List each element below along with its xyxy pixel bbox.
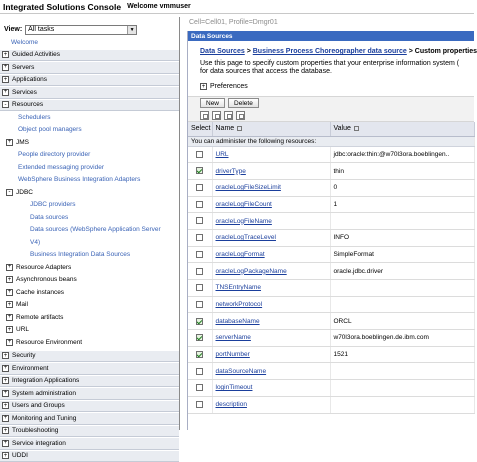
nav-link-welcome[interactable]: [0, 36, 179, 49]
nav-group-url[interactable]: [0, 324, 179, 337]
select-cell: [188, 163, 212, 180]
nav-category-label: Environment: [12, 365, 49, 372]
expand-icon[interactable]: +: [2, 76, 9, 83]
table-row: [188, 246, 475, 263]
row-checkbox[interactable]: [196, 184, 203, 191]
col-header-name-label: Name: [216, 125, 235, 132]
nav-group-cache-instances[interactable]: [0, 286, 179, 299]
expand-icon[interactable]: +: [6, 326, 13, 333]
select-cell: [188, 313, 212, 330]
table-row: [188, 380, 475, 397]
property-name-link[interactable]: databaseName: [216, 318, 260, 325]
expand-icon[interactable]: +: [6, 289, 13, 296]
table-row: [188, 363, 475, 380]
row-checkbox[interactable]: [196, 368, 203, 375]
value-cell: [330, 213, 475, 230]
expand-icon[interactable]: +: [2, 89, 9, 96]
property-name-link[interactable]: driverType: [216, 168, 246, 175]
show-filter-icon[interactable]: [224, 111, 233, 120]
nav-category-label: System administration: [12, 390, 76, 397]
content-panel: [187, 31, 474, 430]
col-header-name[interactable]: [212, 122, 330, 136]
nav-group-mail[interactable]: [0, 299, 179, 312]
property-name-link[interactable]: oracleLogPackageName: [216, 268, 287, 275]
table-message: You can administer the following resources:: [188, 136, 475, 146]
select-cell: [188, 196, 212, 213]
nav-items: [0, 36, 179, 349]
table-row: [188, 263, 475, 280]
expand-icon[interactable]: +: [2, 452, 9, 459]
nav-link-data-sources-websphere-application-server[interactable]: [0, 224, 179, 237]
nav-category-label: Guided Activities: [12, 51, 60, 58]
property-name-link[interactable]: loginTimeout: [216, 384, 253, 391]
breadcrumb: [200, 48, 474, 55]
table-toolbar: [188, 109, 474, 122]
view-select[interactable]: [25, 25, 137, 35]
table-row: [188, 396, 475, 413]
welcome-text: Welcome vmmuser: [127, 3, 191, 10]
table-row: [188, 330, 475, 347]
property-name-link[interactable]: description: [216, 401, 247, 408]
breadcrumb-separator: >: [245, 48, 253, 55]
nav-link-label[interactable]: Business Integration Data Sources: [30, 251, 130, 258]
expand-icon[interactable]: +: [2, 390, 9, 397]
value-cell: jdbc:oracle:thin:@w70l3ora.boeblingen..: [330, 146, 475, 163]
nav-bottom-categories: [0, 350, 179, 462]
select-cell: [188, 280, 212, 297]
nav-group-asynchronous-beans[interactable]: [0, 274, 179, 287]
nav-category-label: Service integration: [12, 440, 66, 447]
new-button[interactable]: New: [200, 98, 225, 108]
nav-link-label[interactable]: JDBC providers: [30, 201, 76, 208]
nav-category-applications[interactable]: [0, 74, 179, 87]
nav-category-label: Resources: [12, 101, 43, 108]
select-cell: [188, 330, 212, 347]
preferences-toggle[interactable]: [200, 83, 474, 90]
select-cell: [188, 213, 212, 230]
row-checkbox[interactable]: [196, 301, 203, 308]
nav-category-security[interactable]: [0, 350, 179, 363]
row-checkbox[interactable]: [196, 268, 203, 275]
view-label: View:: [4, 26, 22, 33]
select-cell: [188, 229, 212, 246]
name-cell: [212, 196, 330, 213]
property-name-link[interactable]: serverName: [216, 334, 251, 341]
nav-category-resources[interactable]: [0, 99, 179, 112]
collapse-icon[interactable]: -: [2, 101, 9, 108]
value-cell: 0: [330, 179, 475, 196]
nav-link-business-integration-data-sources[interactable]: [0, 249, 179, 262]
clear-filter-icon[interactable]: [236, 111, 245, 120]
nav-link-label[interactable]: V4): [30, 239, 40, 246]
table-row: [188, 229, 475, 246]
col-header-select: Select: [188, 122, 212, 136]
value-cell: 1: [330, 196, 475, 213]
row-checkbox[interactable]: [196, 201, 203, 208]
nav-category-servers[interactable]: [0, 61, 179, 74]
nav-group-label: Mail: [16, 301, 28, 308]
sort-icon[interactable]: [237, 126, 242, 131]
description-line: Use this page to specify custom properties that your enterprise information system (: [200, 60, 474, 68]
value-cell: INFO: [330, 229, 475, 246]
select-cell: [188, 396, 212, 413]
nav-category-system-administration[interactable]: [0, 387, 179, 400]
nav-category-label: Security: [12, 352, 35, 359]
name-cell: [212, 179, 330, 196]
name-cell: [212, 396, 330, 413]
property-name-link[interactable]: URL: [216, 151, 229, 158]
nav-category-label: Applications: [12, 76, 47, 83]
select-cell: [188, 296, 212, 313]
table-row: [188, 179, 475, 196]
property-name-link[interactable]: dataSourceName: [216, 368, 267, 375]
name-cell: [212, 280, 330, 297]
table-row: [188, 213, 475, 230]
name-cell: [212, 380, 330, 397]
deselect-all-icon[interactable]: [212, 111, 221, 120]
cell-profile-label: Cell=Cell01, Profile=Dmgr01: [189, 19, 278, 26]
nav-category-label: UDDI: [12, 452, 28, 459]
nav-group-label: JDBC: [16, 189, 33, 196]
property-name-link[interactable]: TNSEntryName: [216, 284, 262, 291]
nav-group-label: JMS: [16, 139, 29, 146]
property-name-link[interactable]: oracleLogFormat: [216, 251, 265, 258]
expand-icon[interactable]: +: [6, 264, 13, 271]
nav-link-label[interactable]: Data sources: [30, 214, 68, 221]
nav-group-label: Resource Environment: [16, 339, 82, 346]
name-cell: [212, 246, 330, 263]
row-checkbox[interactable]: [196, 217, 203, 224]
expand-icon[interactable]: +: [2, 402, 9, 409]
header-bar: [0, 0, 474, 14]
nav-category-users-and-groups[interactable]: [0, 400, 179, 413]
nav-link-websphere-business-integration-adapters[interactable]: [0, 174, 179, 187]
property-name-link[interactable]: oracleLogFileSizeLimit: [216, 184, 281, 191]
expand-icon[interactable]: +: [6, 301, 13, 308]
sort-icon[interactable]: [354, 126, 359, 131]
property-name-link[interactable]: portNumber: [216, 351, 250, 358]
nav-link-label[interactable]: Object pool managers: [18, 126, 82, 133]
name-cell: [212, 296, 330, 313]
table-row: [188, 346, 475, 363]
expand-icon[interactable]: +: [2, 427, 9, 434]
nav-group-label: Asynchronous beans: [16, 276, 77, 283]
property-name-link[interactable]: networkProtocol: [216, 301, 263, 308]
breadcrumb-separator: >: [407, 48, 415, 55]
col-header-value-label: Value: [334, 125, 351, 132]
nav-category-label: Integration Applications: [12, 377, 79, 384]
nav-group-resource-adapters[interactable]: [0, 261, 179, 274]
row-checkbox[interactable]: [196, 167, 203, 174]
table-row: [188, 196, 475, 213]
name-cell: [212, 363, 330, 380]
page-description: [200, 60, 474, 76]
select-cell: [188, 380, 212, 397]
nav-group-resource-environment[interactable]: [0, 336, 179, 349]
nav-group-jms[interactable]: [0, 136, 179, 149]
select-all-icon[interactable]: [200, 111, 209, 120]
expand-icon[interactable]: +: [6, 339, 13, 346]
select-cell: [188, 246, 212, 263]
name-cell: [212, 330, 330, 347]
preferences-label: Preferences: [210, 83, 248, 90]
view-filter: [0, 23, 179, 36]
nav-link-label[interactable]: Data sources (WebSphere Application Server: [30, 226, 161, 233]
nav-link-label[interactable]: Schedulers: [18, 114, 51, 121]
nav-category-service-integration[interactable]: [0, 437, 179, 450]
value-cell: SimpleFormat: [330, 246, 475, 263]
nav-category-label: Servers: [12, 64, 34, 71]
navigation-tree: [0, 17, 180, 430]
row-checkbox[interactable]: [196, 334, 203, 341]
value-cell: ORCL: [330, 313, 475, 330]
nav-category-integration-applications[interactable]: [0, 375, 179, 388]
table-row: [188, 280, 475, 297]
nav-link-extended-messaging-provider[interactable]: [0, 161, 179, 174]
nav-link-label[interactable]: Welcome: [11, 39, 38, 46]
row-checkbox[interactable]: [196, 351, 203, 358]
row-checkbox[interactable]: [196, 234, 203, 241]
nav-group-label: Cache instances: [16, 289, 64, 296]
nav-link-label[interactable]: Extended messaging provider: [18, 164, 104, 171]
nav-category-environment[interactable]: [0, 362, 179, 375]
expand-icon[interactable]: +: [6, 139, 13, 146]
nav-category-label: Users and Groups: [12, 402, 65, 409]
row-checkbox[interactable]: [196, 251, 203, 258]
value-cell: [330, 296, 475, 313]
nav-link-v4-[interactable]: [0, 236, 179, 249]
table-row: [188, 313, 475, 330]
expand-icon[interactable]: +: [200, 83, 207, 90]
breadcrumb-bpc-data-source[interactable]: Business Process Choreographer data source: [253, 48, 407, 55]
nav-link-object-pool-managers[interactable]: [0, 124, 179, 137]
name-cell: [212, 263, 330, 280]
expand-icon[interactable]: +: [2, 377, 9, 384]
name-cell: [212, 229, 330, 246]
expand-icon[interactable]: +: [2, 51, 9, 58]
col-header-value[interactable]: [330, 122, 475, 136]
property-name-link[interactable]: oracleLogFileName: [216, 218, 272, 225]
property-name-link[interactable]: oracleLogFileCount: [216, 201, 272, 208]
nav-link-label[interactable]: WebSphere Business Integration Adapters: [18, 176, 140, 183]
custom-properties-table: [188, 122, 475, 414]
expand-icon[interactable]: +: [6, 314, 13, 321]
nav-group-jdbc[interactable]: [0, 186, 179, 199]
row-checkbox[interactable]: [196, 151, 203, 158]
nav-category-services[interactable]: [0, 86, 179, 99]
content-title: Data Sources: [188, 31, 474, 41]
expand-icon[interactable]: +: [6, 276, 13, 283]
table-row: [188, 146, 475, 163]
value-cell: [330, 280, 475, 297]
breadcrumb-data-sources[interactable]: Data Sources: [200, 48, 245, 55]
property-name-link[interactable]: oracleLogTraceLevel: [216, 234, 276, 241]
value-cell: 1521: [330, 346, 475, 363]
nav-link-people-directory-provider[interactable]: [0, 149, 179, 162]
value-cell: [330, 363, 475, 380]
select-cell: [188, 263, 212, 280]
breadcrumb-current: Custom properties: [415, 48, 477, 55]
row-checkbox[interactable]: [196, 384, 203, 391]
row-checkbox[interactable]: [196, 284, 203, 291]
name-cell: [212, 163, 330, 180]
name-cell: [212, 346, 330, 363]
expand-icon[interactable]: +: [2, 440, 9, 447]
nav-group-label: Resource Adapters: [16, 264, 71, 271]
nav-link-schedulers[interactable]: [0, 111, 179, 124]
chevron-down-icon[interactable]: ▼: [127, 26, 136, 34]
expand-icon[interactable]: +: [2, 365, 9, 372]
button-bar: [188, 96, 474, 109]
view-select-value: All tasks: [28, 26, 54, 33]
select-cell: [188, 346, 212, 363]
nav-category-uddi[interactable]: [0, 450, 179, 462]
nav-category-troubleshooting[interactable]: [0, 425, 179, 438]
select-cell: [188, 363, 212, 380]
row-checkbox[interactable]: [196, 318, 203, 325]
nav-group-label: URL: [16, 326, 29, 333]
value-cell: w70l3ora.boeblingen.de.ibm.com: [330, 330, 475, 347]
expand-icon[interactable]: +: [2, 415, 9, 422]
description-line: for data sources that access the database.: [200, 68, 474, 76]
nav-category-monitoring-and-tuning[interactable]: [0, 412, 179, 425]
table-row: [188, 296, 475, 313]
expand-icon[interactable]: +: [2, 352, 9, 359]
nav-category-label: Troubleshooting: [12, 427, 58, 434]
value-cell: [330, 396, 475, 413]
nav-link-label[interactable]: People directory provider: [18, 151, 90, 158]
select-cell: [188, 179, 212, 196]
value-cell: oracle.jdbc.driver: [330, 263, 475, 280]
delete-button[interactable]: Delete: [228, 98, 259, 108]
nav-group-label: Remote artifacts: [16, 314, 63, 321]
value-cell: [330, 380, 475, 397]
name-cell: [212, 213, 330, 230]
table-row: [188, 163, 475, 180]
nav-link-jdbc-providers[interactable]: [0, 199, 179, 212]
select-cell: [188, 146, 212, 163]
nav-category-guided-activities[interactable]: [0, 49, 179, 62]
nav-category-label: Services: [12, 89, 37, 96]
nav-group-remote-artifacts[interactable]: [0, 311, 179, 324]
expand-icon[interactable]: +: [2, 64, 9, 71]
value-cell: thin: [330, 163, 475, 180]
row-checkbox[interactable]: [196, 401, 203, 408]
name-cell: [212, 313, 330, 330]
nav-link-data-sources[interactable]: [0, 211, 179, 224]
name-cell: [212, 146, 330, 163]
app-title: Integrated Solutions Console: [3, 2, 121, 12]
nav-category-label: Monitoring and Tuning: [12, 415, 76, 422]
collapse-icon[interactable]: -: [6, 189, 13, 196]
